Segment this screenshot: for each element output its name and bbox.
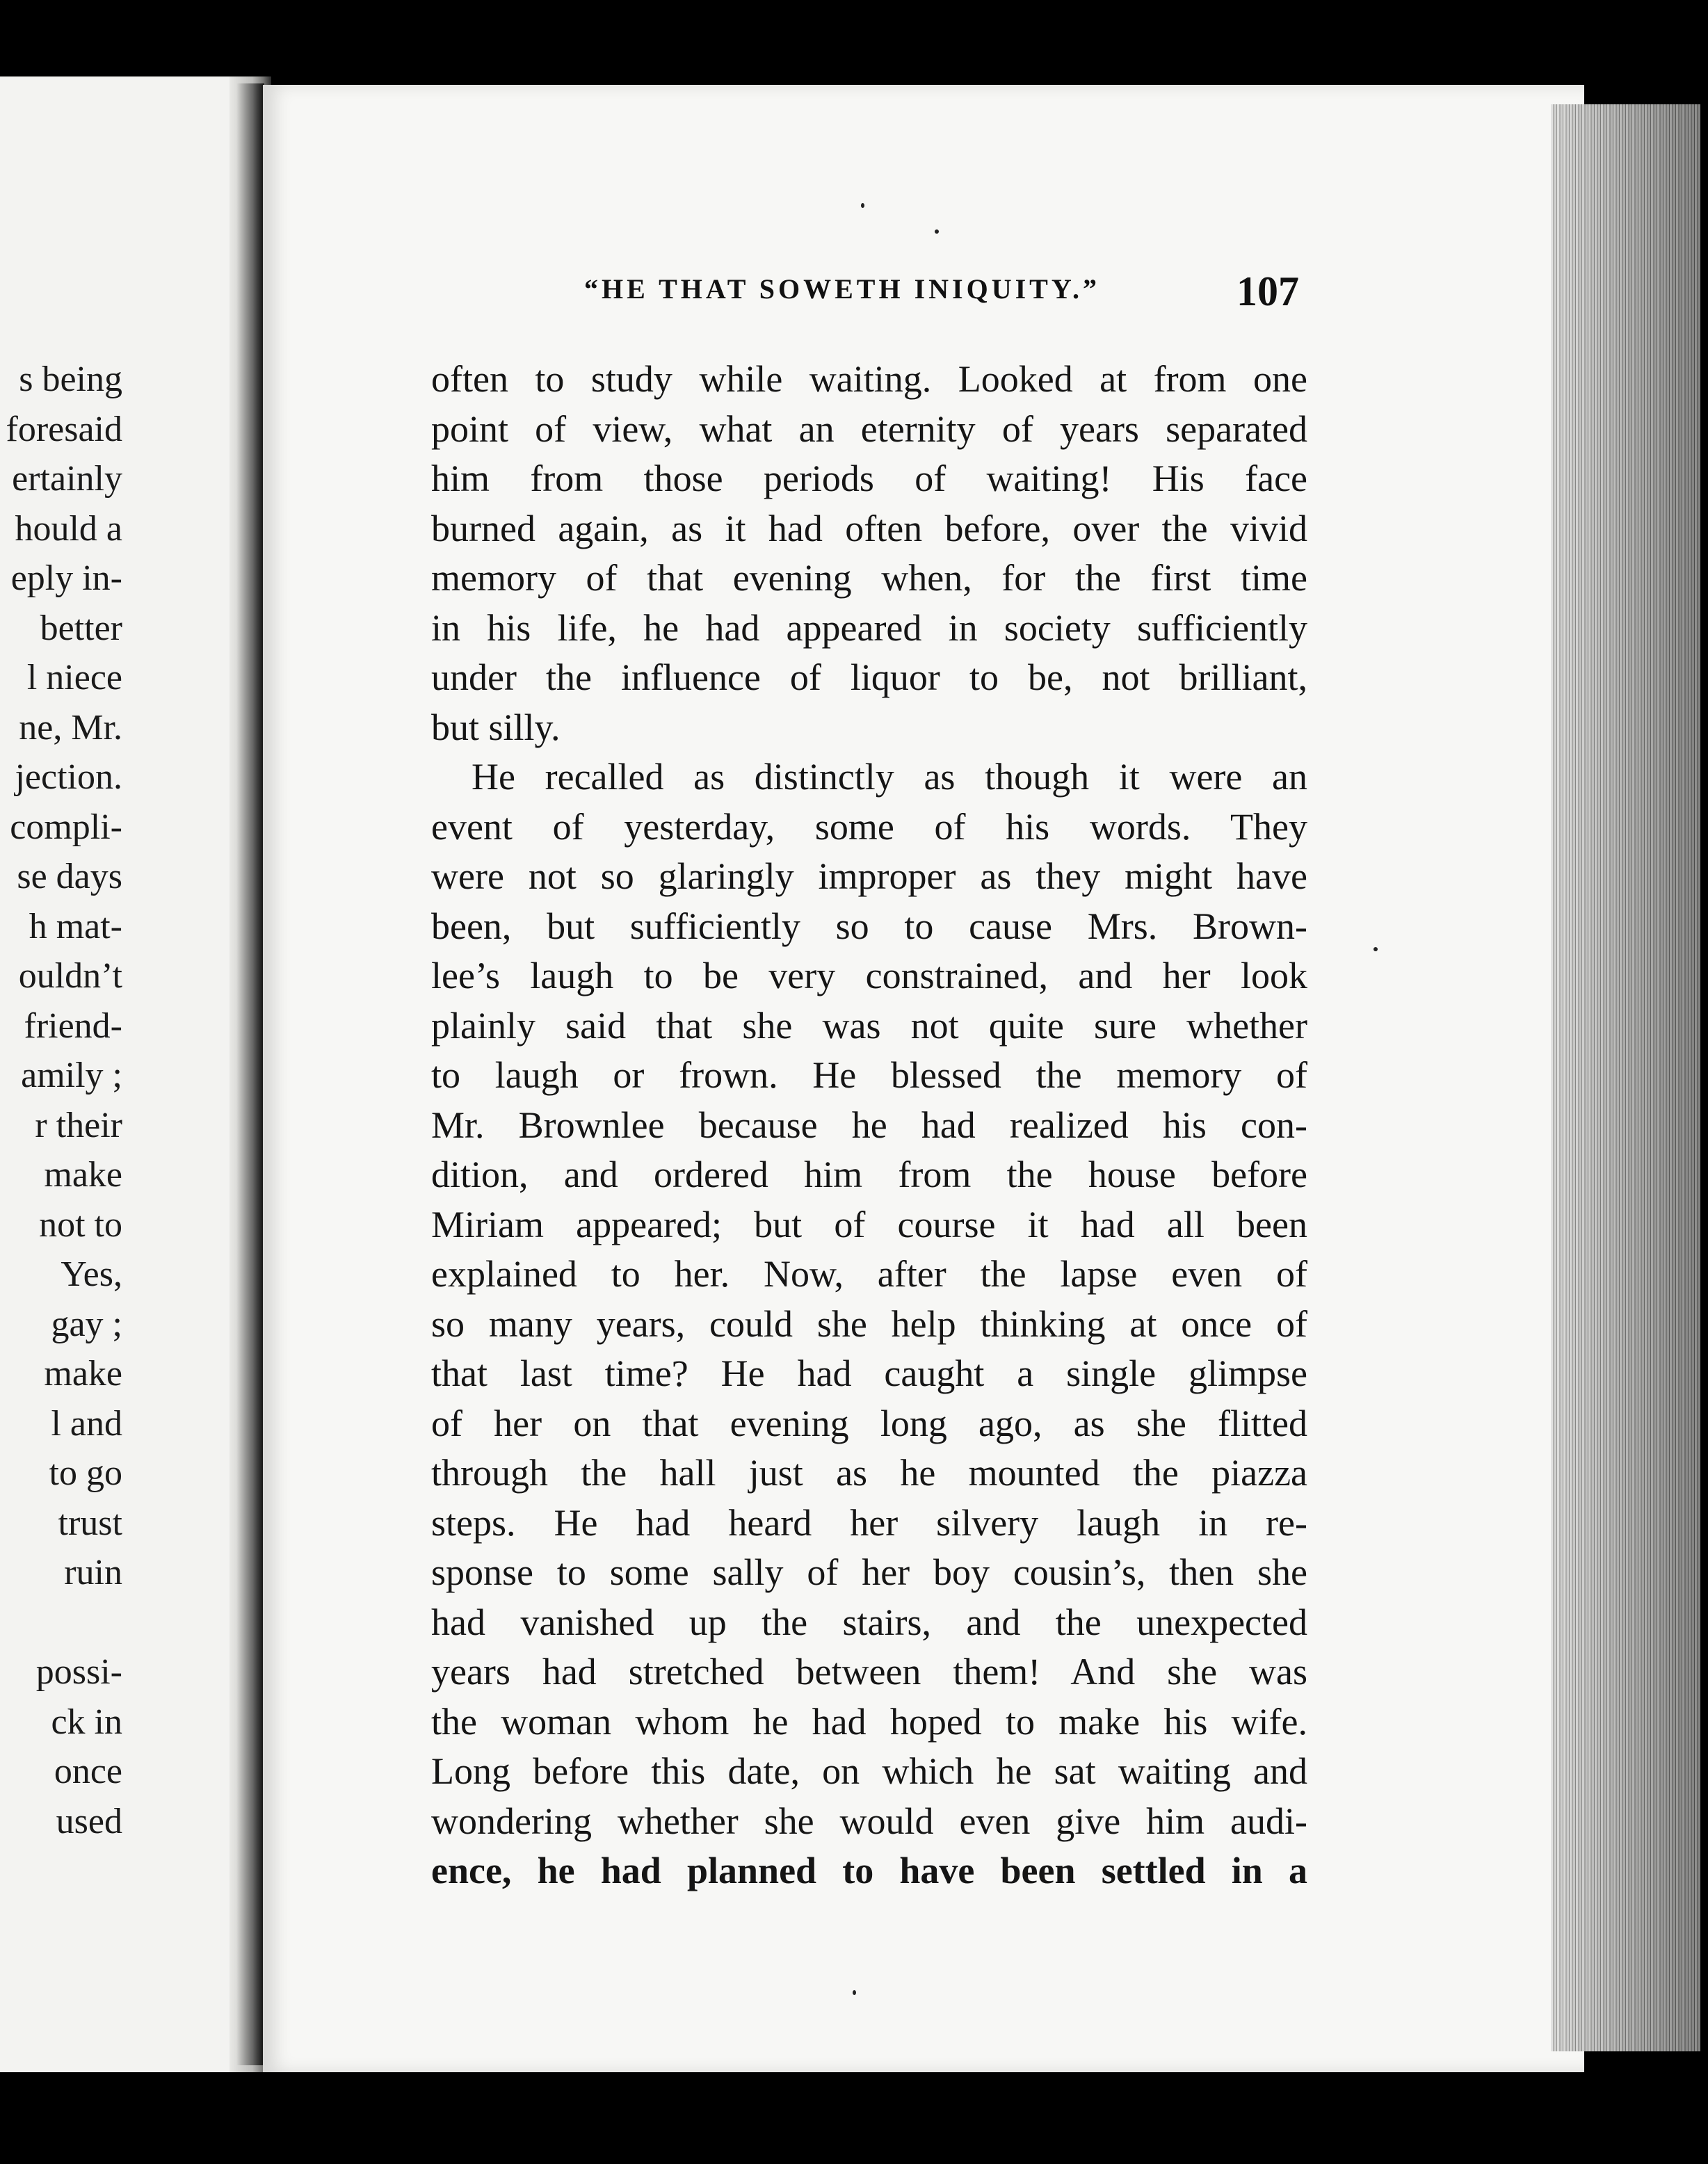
page-number: 107 (1236, 268, 1299, 314)
body-line: that last time? He had caught a single glimpse (431, 1352, 1307, 1394)
body-line: Long before this date, on which he sat waiting and (431, 1750, 1307, 1792)
running-header: “HE THAT SOWETH INIQUITY.” (584, 273, 1101, 305)
body-line: to laugh or frown. He blessed the memory of (431, 1054, 1307, 1096)
previous-page-line: ck in (51, 1702, 122, 1742)
previous-page-line: amily ; (21, 1056, 122, 1095)
previous-page-line: eply in- (10, 558, 122, 598)
body-line: had vanished up the stairs, and the unexpected (431, 1601, 1307, 1643)
previous-page-line: l niece (26, 658, 122, 697)
previous-page-line: gay ; (51, 1304, 122, 1344)
body-line: event of yesterday, some of his words. They (431, 805, 1307, 848)
body-line: burned again, as it had often before, over the vivid (431, 507, 1307, 549)
page-speck (1373, 947, 1378, 951)
page-speck (935, 229, 939, 234)
previous-page-line: not to (39, 1204, 122, 1245)
previous-page-line: r their (35, 1105, 122, 1145)
book-spine-shadow (236, 83, 264, 2065)
body-line: often to study while waiting. Looked at from one (431, 358, 1307, 400)
body-line: the woman whom he had hoped to make his wife. (431, 1700, 1307, 1743)
previous-page-line: ertainly (12, 459, 122, 499)
body-line: years had stretched between them! And she was (431, 1651, 1307, 1693)
previous-page-line: once (54, 1752, 122, 1791)
previous-page-line: l and (51, 1403, 122, 1444)
previous-page-line: possi- (35, 1652, 122, 1692)
body-line: lee’s laugh to be very constrained, and her look (431, 955, 1307, 996)
previous-page-text (0, 355, 122, 1846)
previous-page-line (0, 1598, 122, 1648)
body-line: ence, he had planned to have been settled in a (431, 1850, 1307, 1891)
previous-page-line: used (56, 1801, 122, 1841)
body-line: wondering whether she would even give him audi- (431, 1800, 1307, 1842)
body-line: been, but sufficiently so to cause Mrs. Brown- (431, 905, 1307, 947)
body-line: Miriam appeared; but of course it had all been (431, 1203, 1307, 1245)
previous-page-line: s being (19, 360, 122, 399)
page-edges-stack (1551, 104, 1700, 2051)
previous-page-line: friend- (24, 1006, 122, 1046)
previous-page-line: compli- (10, 807, 122, 847)
previous-page-line: better (40, 608, 122, 648)
previous-page-line: h mat- (29, 906, 122, 946)
body-line: under the influence of liquor to be, not brilliant, (431, 656, 1307, 698)
body-line: dition, and ordered him from the house before (431, 1154, 1307, 1195)
previous-page-line: trust (58, 1503, 122, 1543)
page-speck (861, 203, 864, 208)
body-line: of her on that evening long ago, as she flitted (431, 1402, 1307, 1444)
previous-page-line: ruin (64, 1553, 122, 1592)
previous-page-line: ne, Mr. (19, 707, 122, 748)
body-line: in his life, he had appeared in society sufficiently (431, 606, 1307, 649)
body-line: him from those periods of waiting! His face (431, 458, 1307, 499)
body-line: sponse to some sally of her boy cousin’s, then she (431, 1551, 1307, 1593)
body-line: steps. He had heard her silvery laugh in re- (431, 1501, 1307, 1544)
previous-page-line: ouldn’t (18, 956, 122, 996)
previous-page-line: make (44, 1354, 122, 1394)
previous-page-line: to go (49, 1453, 122, 1493)
body-line: explained to her. Now, after the lapse even of (431, 1253, 1307, 1295)
page-speck (853, 1990, 856, 1995)
body-line: memory of that evening when, for the first time (431, 557, 1307, 599)
body-line: so many years, could she help thinking at once of (431, 1302, 1307, 1345)
body-line: were not so glaringly improper as they might have (431, 855, 1307, 897)
body-line: plainly said that she was not quite sure whether (431, 1004, 1307, 1047)
body-line: He recalled as distinctly as though it were an (472, 756, 1307, 798)
previous-page-line: Yes, (61, 1254, 122, 1294)
previous-page-line: jection. (15, 757, 122, 797)
body-line: Mr. Brownlee because he had realized his con- (431, 1104, 1307, 1146)
body-line: through the hall just as he mounted the piazza (431, 1452, 1307, 1494)
previous-page-line: se days (17, 857, 122, 896)
previous-page-line: hould a (15, 508, 122, 549)
previous-page-line: make (44, 1155, 122, 1195)
previous-page-line: foresaid (6, 409, 122, 449)
page-body (431, 355, 1307, 1896)
body-line: point of view, what an eternity of years separated (431, 407, 1307, 450)
body-line: but silly. (431, 706, 561, 748)
